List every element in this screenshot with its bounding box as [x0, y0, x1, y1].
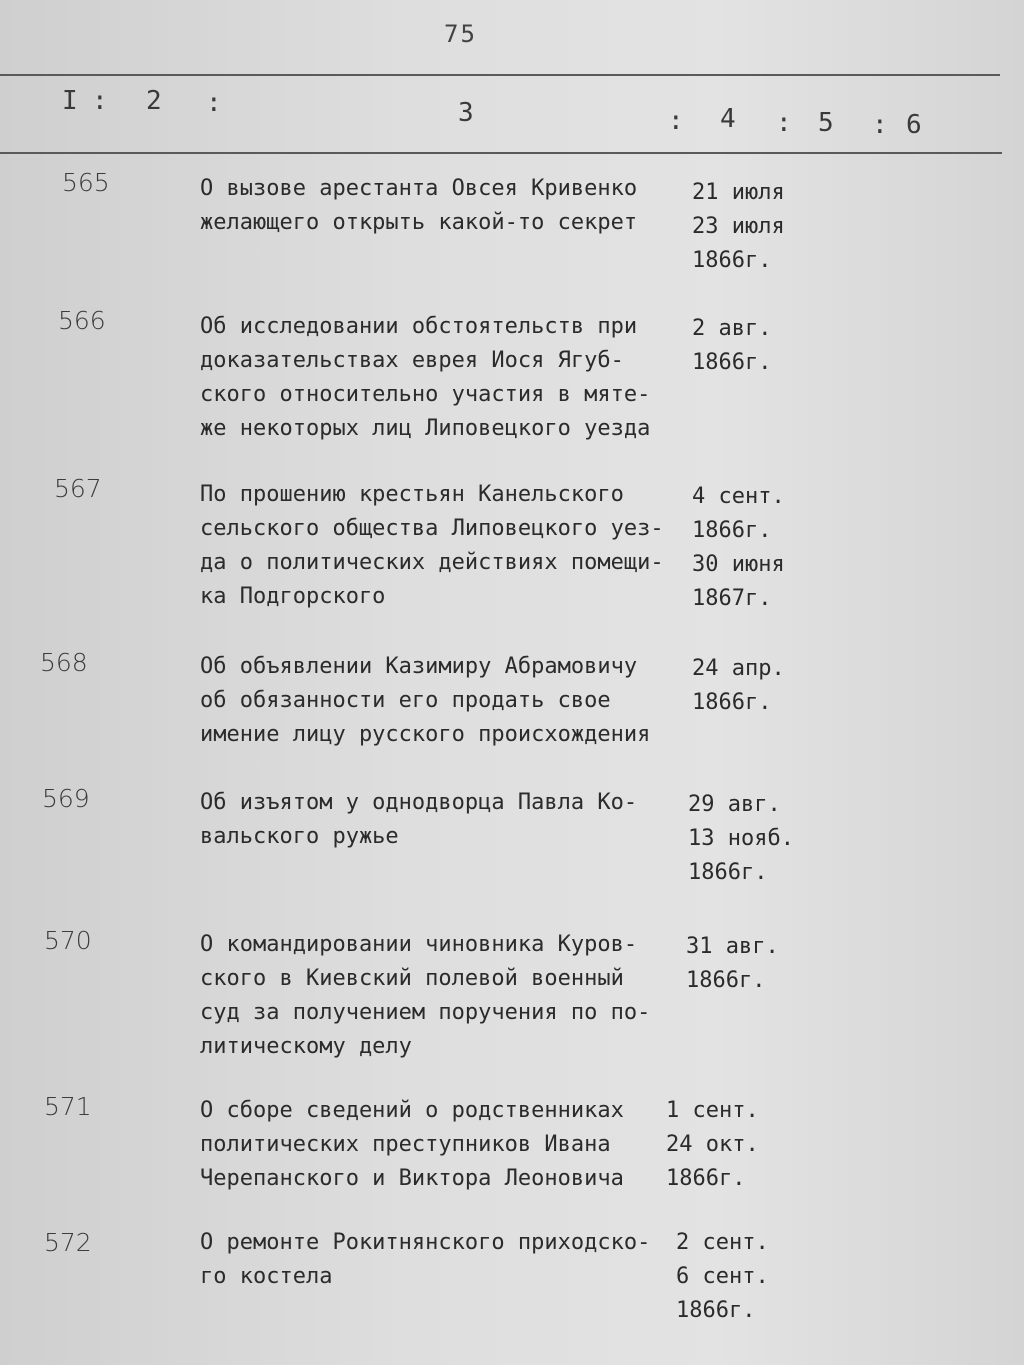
date-line: 13 нояб.: [688, 826, 794, 851]
column-header-separator: :: [92, 86, 108, 116]
description-line: же некоторых лиц Липовецкого уезда: [200, 416, 651, 441]
date-line: 4 сент.: [692, 484, 785, 509]
date-line: 6 сент.: [676, 1264, 769, 1289]
column-header-separator: :: [872, 110, 888, 140]
description-line: О вызове арестанта Овсея Кривенко: [200, 176, 638, 201]
entry-dates: [692, 480, 812, 616]
description-line: Черепанского и Виктора Леоновича: [200, 1166, 624, 1191]
date-line: 1 сент.: [666, 1098, 759, 1123]
date-line: 1867г.: [692, 586, 772, 611]
description-line: доказательствах еврея Иося Ягуб-: [200, 348, 624, 373]
entry-description: [200, 1226, 700, 1294]
entry-dates: [692, 652, 812, 720]
column-header-separator: :: [206, 88, 222, 118]
entry-number: 566: [58, 306, 106, 335]
date-line: 1866г.: [676, 1298, 756, 1323]
date-line: 21 июля: [692, 180, 785, 205]
entry-number: 569: [42, 784, 90, 813]
entry-description: [200, 928, 700, 1064]
description-line: О ремонте Рокитнянского приходско-: [200, 1230, 651, 1255]
description-line: ского относительно участия в мяте-: [200, 382, 651, 407]
description-line: об обязанности его продать свое: [200, 688, 611, 713]
date-line: 1866г.: [688, 860, 768, 885]
description-line: ка Подгорского: [200, 584, 386, 609]
description-line: ского в Киевский полевой военный: [200, 966, 624, 991]
column-header-separator: :: [668, 106, 684, 136]
description-line: О командировании чиновника Куров-: [200, 932, 638, 957]
date-line: 1866г.: [666, 1166, 746, 1191]
description-line: го костела: [200, 1264, 333, 1289]
date-line: 1866г.: [692, 350, 772, 375]
description-line: желающего открыть какой-то секрет: [200, 210, 638, 235]
entry-number: 567: [54, 474, 102, 503]
description-line: сельского общества Липовецкого уез-: [200, 516, 664, 541]
description-line: Об исследовании обстоятельств при: [200, 314, 638, 339]
entry-dates: [692, 176, 812, 278]
date-line: 1866г.: [692, 248, 772, 273]
date-line: 2 сент.: [676, 1230, 769, 1255]
description-line: литическому делу: [200, 1034, 412, 1059]
column-header-2: 2: [146, 86, 162, 116]
entry-dates: [688, 788, 808, 890]
entry-description: [200, 478, 700, 614]
entry-number: 571: [44, 1092, 92, 1121]
description-line: политических преступников Ивана: [200, 1132, 611, 1157]
entry-dates: [666, 1094, 786, 1196]
date-line: 2 авг.: [692, 316, 772, 341]
date-line: 24 окт.: [666, 1132, 759, 1157]
column-header-5: 5: [818, 108, 834, 138]
entry-number: 565: [62, 168, 110, 197]
column-header-6: 6: [906, 110, 922, 140]
entry-description: [200, 172, 700, 240]
date-line: 29 авг.: [688, 792, 781, 817]
date-line: 24 апр.: [692, 656, 785, 681]
description-line: Об объявлении Казимиру Абрамовичу: [200, 654, 638, 679]
description-line: суд за получением поручения по по-: [200, 1000, 651, 1025]
description-line: имение лицу русского происхождения: [200, 722, 651, 747]
header-bottom-rule: [0, 152, 1002, 154]
entry-description: [200, 1094, 700, 1196]
date-line: 31 авг.: [686, 934, 779, 959]
page-number: 75: [444, 20, 477, 48]
column-header-3: 3: [458, 98, 474, 128]
column-header-separator: :: [776, 108, 792, 138]
description-line: вальского ружье: [200, 824, 399, 849]
date-line: 1866г.: [692, 518, 772, 543]
column-header-1: I: [62, 86, 78, 116]
entry-number: 568: [40, 648, 88, 677]
column-header-4: 4: [720, 104, 736, 134]
date-line: 1866г.: [692, 690, 772, 715]
header-top-rule: [0, 74, 1000, 76]
entry-description: [200, 650, 700, 752]
description-line: да о политических действиях помещи-: [200, 550, 664, 575]
description-line: По прошению крестьян Канельского: [200, 482, 624, 507]
entry-number: 570: [44, 926, 92, 955]
date-line: 1866г.: [686, 968, 766, 993]
entry-dates: [676, 1226, 796, 1328]
entry-description: [200, 786, 700, 854]
description-line: О сборе сведений о родственниках: [200, 1098, 624, 1123]
description-line: Об изъятом у однодворца Павла Ко-: [200, 790, 638, 815]
entry-description: [200, 310, 700, 446]
entry-dates: [686, 930, 806, 998]
date-line: 30 июня: [692, 552, 785, 577]
entry-dates: [692, 312, 812, 380]
entry-number: 572: [44, 1228, 92, 1257]
date-line: 23 июля: [692, 214, 785, 239]
